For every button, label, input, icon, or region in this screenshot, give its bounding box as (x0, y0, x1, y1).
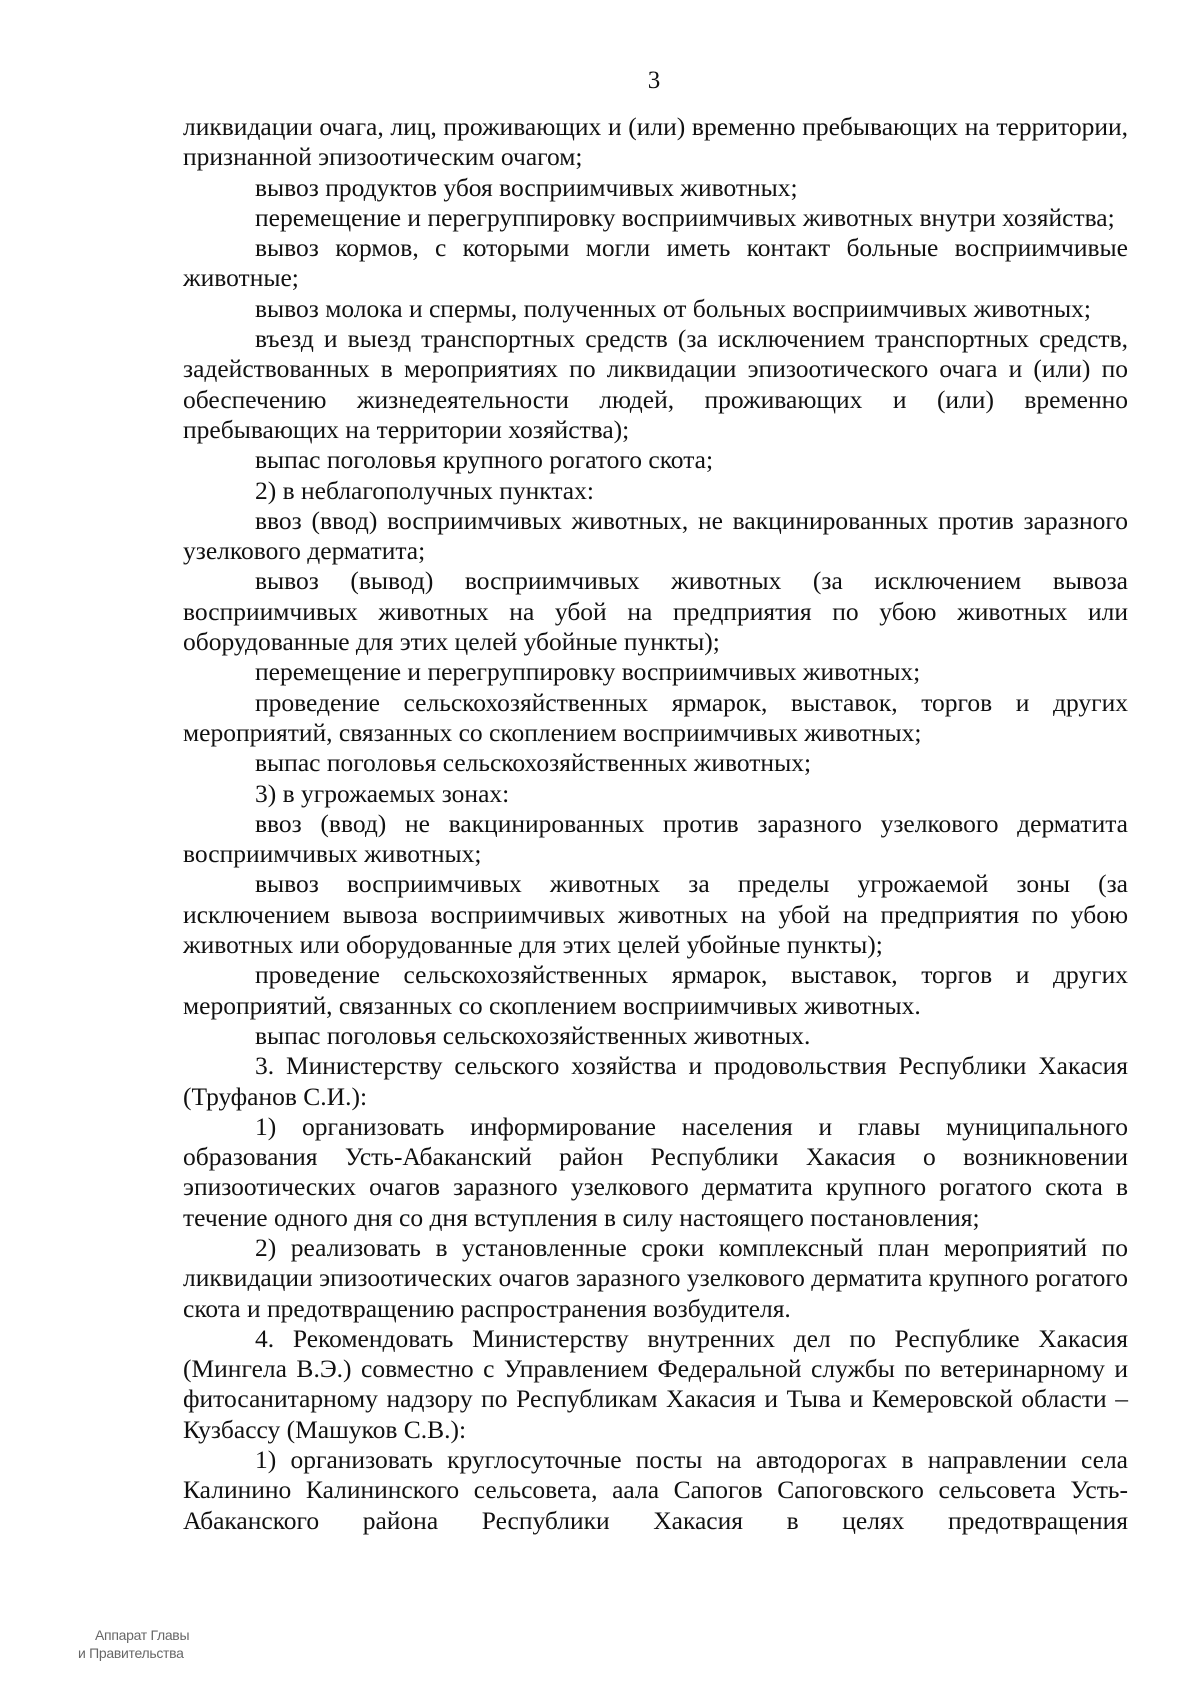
footer-stamp (78, 1626, 248, 1662)
paragraph: перемещение и перегруппировку восприимчивых животных внутри хозяйства; (255, 202, 1115, 232)
paragraph: въезд и выезд транспортных средств (за исключением транспортных средств, задействованных в мероприятиях по ликвидации эпизоотического очага и (или) по обеспечению жизнедеятельности людей, проживающих и (или) временно пребывающих на территории хозяйства); (183, 324, 1128, 444)
paragraph: вывоз кормов, с которыми могли иметь контакт больные восприимчивые животные; (183, 233, 1128, 293)
paragraph: ликвидации очага, лиц, проживающих и (или) временно пребывающих на территории, признанной эпизоотическим очагом; (183, 112, 1128, 172)
paragraph: выпас поголовья сельскохозяйственных животных; (255, 748, 812, 778)
paragraph: 2) в неблагополучных пунктах: (255, 475, 594, 505)
paragraph: проведение сельскохозяйственных ярмарок, выставок, торгов и других мероприятий, связанных со скоплением восприимчивых животных. (183, 960, 1128, 1020)
paragraph: вывоз восприимчивых животных за пределы угрожаемой зоны (за исключением вывоза восприимчивых животных на убой на предприятия по убою животных или оборудованные для этих целей убойные пункты); (183, 869, 1128, 960)
paragraph: ввоз (ввод) восприимчивых животных, не вакцинированных против заразного узелкового дерматита; (183, 505, 1128, 566)
paragraph: 1) организовать информирование населения и главы муниципального образования Усть-Абаканский район Республики Хакасия о возникновении эпизоотических очагов заразного узелкового дерматита крупного рогатого скота в течение одного дня со дня вступления в силу настоящего постановления; (183, 1111, 1128, 1232)
footer-stamp-line: и Правительства (78, 1645, 184, 1661)
footer-stamp-line: Аппарат Главы (95, 1627, 190, 1643)
paragraph: вывоз продуктов убоя восприимчивых животных; (255, 172, 798, 202)
paragraph: выпас поголовья сельскохозяйственных животных. (255, 1020, 811, 1050)
paragraph: выпас поголовья крупного рогатого скота; (255, 445, 714, 475)
paragraph: 1) организовать круглосуточные посты на автодорогах в направлении села Калинино Калининского сельсовета, аала Сапогов Сапоговского сельсовета Усть-Абаканского района Республики Хакасия в целях предотвращения (183, 1445, 1128, 1535)
paragraph: 4. Рекомендовать Министерству внутренних дел по Республике Хакасия (Мингела В.Э.) совместно с Управлением Федеральной службы по ветеринарному и фитосанитарному надзору по Республикам Хакасия и Тыва и Кемеровской области – Кузбассу (Машуков С.В.): (183, 1323, 1128, 1444)
page-number: 3 (647, 67, 661, 94)
paragraph: проведение сельскохозяйственных ярмарок, выставок, торгов и других мероприятий, связанных со скоплением восприимчивых животных; (183, 687, 1128, 747)
paragraph: вывоз (вывод) восприимчивых животных (за исключением вывоза восприимчивых животных на убой на предприятия по убою животных или оборудованные для этих целей убойные пункты); (183, 566, 1128, 657)
paragraph: перемещение и перегруппировку восприимчивых животных; (255, 657, 921, 687)
paragraph: 2) реализовать в установленные сроки комплексный план мероприятий по ликвидации эпизоотических очагов заразного узелкового дерматита крупного рогатого скота и предотвращению распространения возбудителя. (183, 1232, 1128, 1323)
paragraph: 3. Министерству сельского хозяйства и продовольствия Республики Хакасия (Труфанов С.И.): (183, 1051, 1128, 1111)
paragraph: ввоз (ввод) не вакцинированных против заразного узелкового дерматита восприимчивых животных; (183, 808, 1128, 869)
document-body (183, 112, 1128, 1536)
paragraph: 3) в угрожаемых зонах: (255, 778, 510, 808)
paragraph: вывоз молока и спермы, полученных от больных восприимчивых животных; (255, 293, 1091, 323)
